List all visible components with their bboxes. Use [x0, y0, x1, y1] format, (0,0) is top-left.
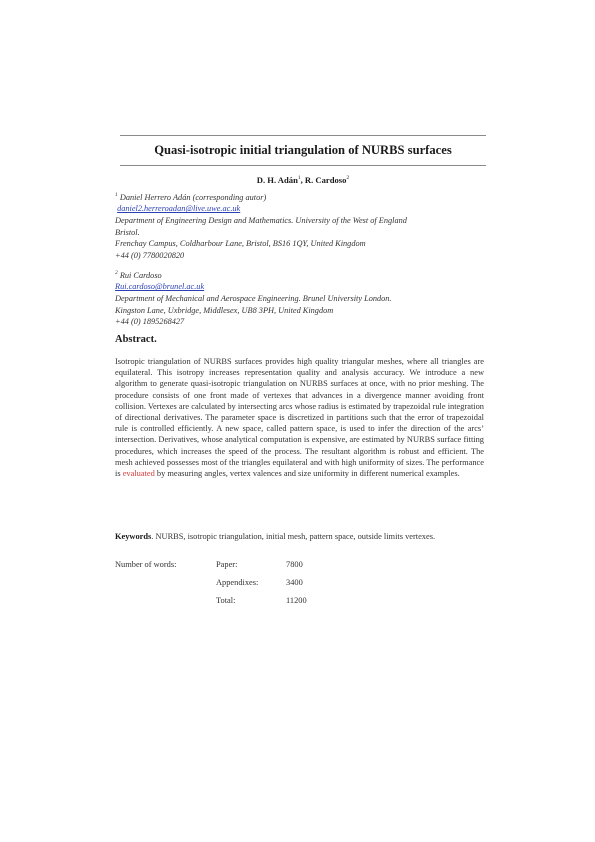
- abstract-highlight: evaluated: [122, 469, 155, 479]
- affiliation-dept-line: Department of Mechanical and Aerospace Engineering. Brunel University London.: [115, 293, 392, 303]
- affiliation-address: Kingston Lane, Uxbridge, Middlesex, UB8 3PH, United Kingdom: [115, 305, 334, 315]
- affiliation-name-line: [115, 190, 495, 203]
- author-line: [120, 175, 486, 185]
- affiliation-dept-line: Bristol.: [115, 227, 140, 237]
- affiliation-email-line: [115, 281, 495, 293]
- affiliation-phone: +44 (0) 1895268427: [115, 317, 185, 327]
- author-separator: ,: [300, 175, 305, 185]
- abstract-heading-dot: .: [154, 334, 157, 345]
- affiliation-email-line: [115, 203, 495, 215]
- author-sup-2: 2: [346, 175, 350, 182]
- author-name-2: R. Cardoso: [304, 175, 347, 185]
- word-count-row: [216, 578, 303, 587]
- author-sup-1: 1: [297, 175, 301, 182]
- affiliation-name: Daniel Herrero Adán (corresponding autor): [119, 192, 267, 202]
- abstract-text: Isotropic triangulation of NURBS surfaces provides high quality triangular meshes, where all triangles are equilateral. This isotropy increases representation quality and analysis accuracy. We introduce a new algorithm to generate quasi-isotropic triangulation on NURBS surfaces at once, with no prior meshing. The procedure consists of one front made of vertexes that advances in a divergence manner avoiding front collision. Vertexes are calculated by intersecting arcs whose radius is estimated by trapezoidal rule integration of directional derivatives. The parameter space is discretized in partitions such that the error of trapezoidal rule is controlled efficiently. A new space, called pattern space, is used to infer the direction of the arcs’ intersection. Derivatives, whose analytical computation is expensive, are estimated by NURBS surface fitting procedures, which increases the speed of the process. The resultant algorithm is robust and efficient. The mesh achieved possesses most of the triangles equilateral and with high uniformity of sizes. The performance is: [115, 357, 484, 479]
- email-link[interactable]: daniel2.herreroadan@live.uwe.ac.uk: [117, 204, 241, 214]
- affiliation-sup: 1: [115, 192, 118, 198]
- keywords-label: Keywords: [115, 532, 152, 541]
- affiliation-dept-line: Department of Engineering Design and Mathematics. University of the West of England: [115, 215, 407, 225]
- word-count-label: Number of words:: [115, 560, 177, 569]
- affiliation-name: Rui Cardoso: [119, 270, 162, 280]
- author-name-1: D. H. Adán: [256, 175, 298, 185]
- paper-title: Quasi-isotropic initial triangulation of NURBS surfaces: [154, 143, 452, 157]
- abstract-body: [115, 356, 484, 479]
- title-rule-top: [120, 135, 486, 136]
- affiliation-name-line: [115, 268, 495, 281]
- affiliation-block-1: [115, 190, 495, 261]
- word-count-row: [216, 560, 303, 569]
- word-count-value: 7800: [286, 560, 303, 569]
- keywords-paragraph: [115, 531, 484, 542]
- abstract-text-end: by measuring angles, vertex valences and size uniformity in different numerical examples.: [154, 469, 460, 479]
- affiliation-sup: 2: [115, 270, 118, 276]
- word-count-key: Appendixes:: [216, 578, 259, 587]
- word-count-key: Paper:: [216, 560, 238, 569]
- affiliation-phone: +44 (0) 7780020820: [115, 250, 185, 260]
- keywords-text: . NURBS, isotropic triangulation, initial mesh, pattern space, outside limits vertexes.: [151, 532, 436, 541]
- affiliation-block-2: [115, 268, 495, 328]
- word-count-value: 3400: [286, 578, 303, 587]
- abstract-heading-text: Abstract: [115, 334, 155, 345]
- abstract-heading: [115, 334, 157, 345]
- title-rule-bottom: [120, 165, 486, 166]
- word-count-row: [216, 596, 307, 605]
- affiliation-address: Frenchay Campus, Coldharbour Lane, Bristol, BS16 1QY, United Kingdom: [115, 239, 366, 249]
- word-count-key: Total:: [216, 596, 236, 605]
- word-count-value: 11200: [286, 596, 307, 605]
- email-link[interactable]: Rui.cardoso@brunel.ac.uk: [115, 282, 205, 292]
